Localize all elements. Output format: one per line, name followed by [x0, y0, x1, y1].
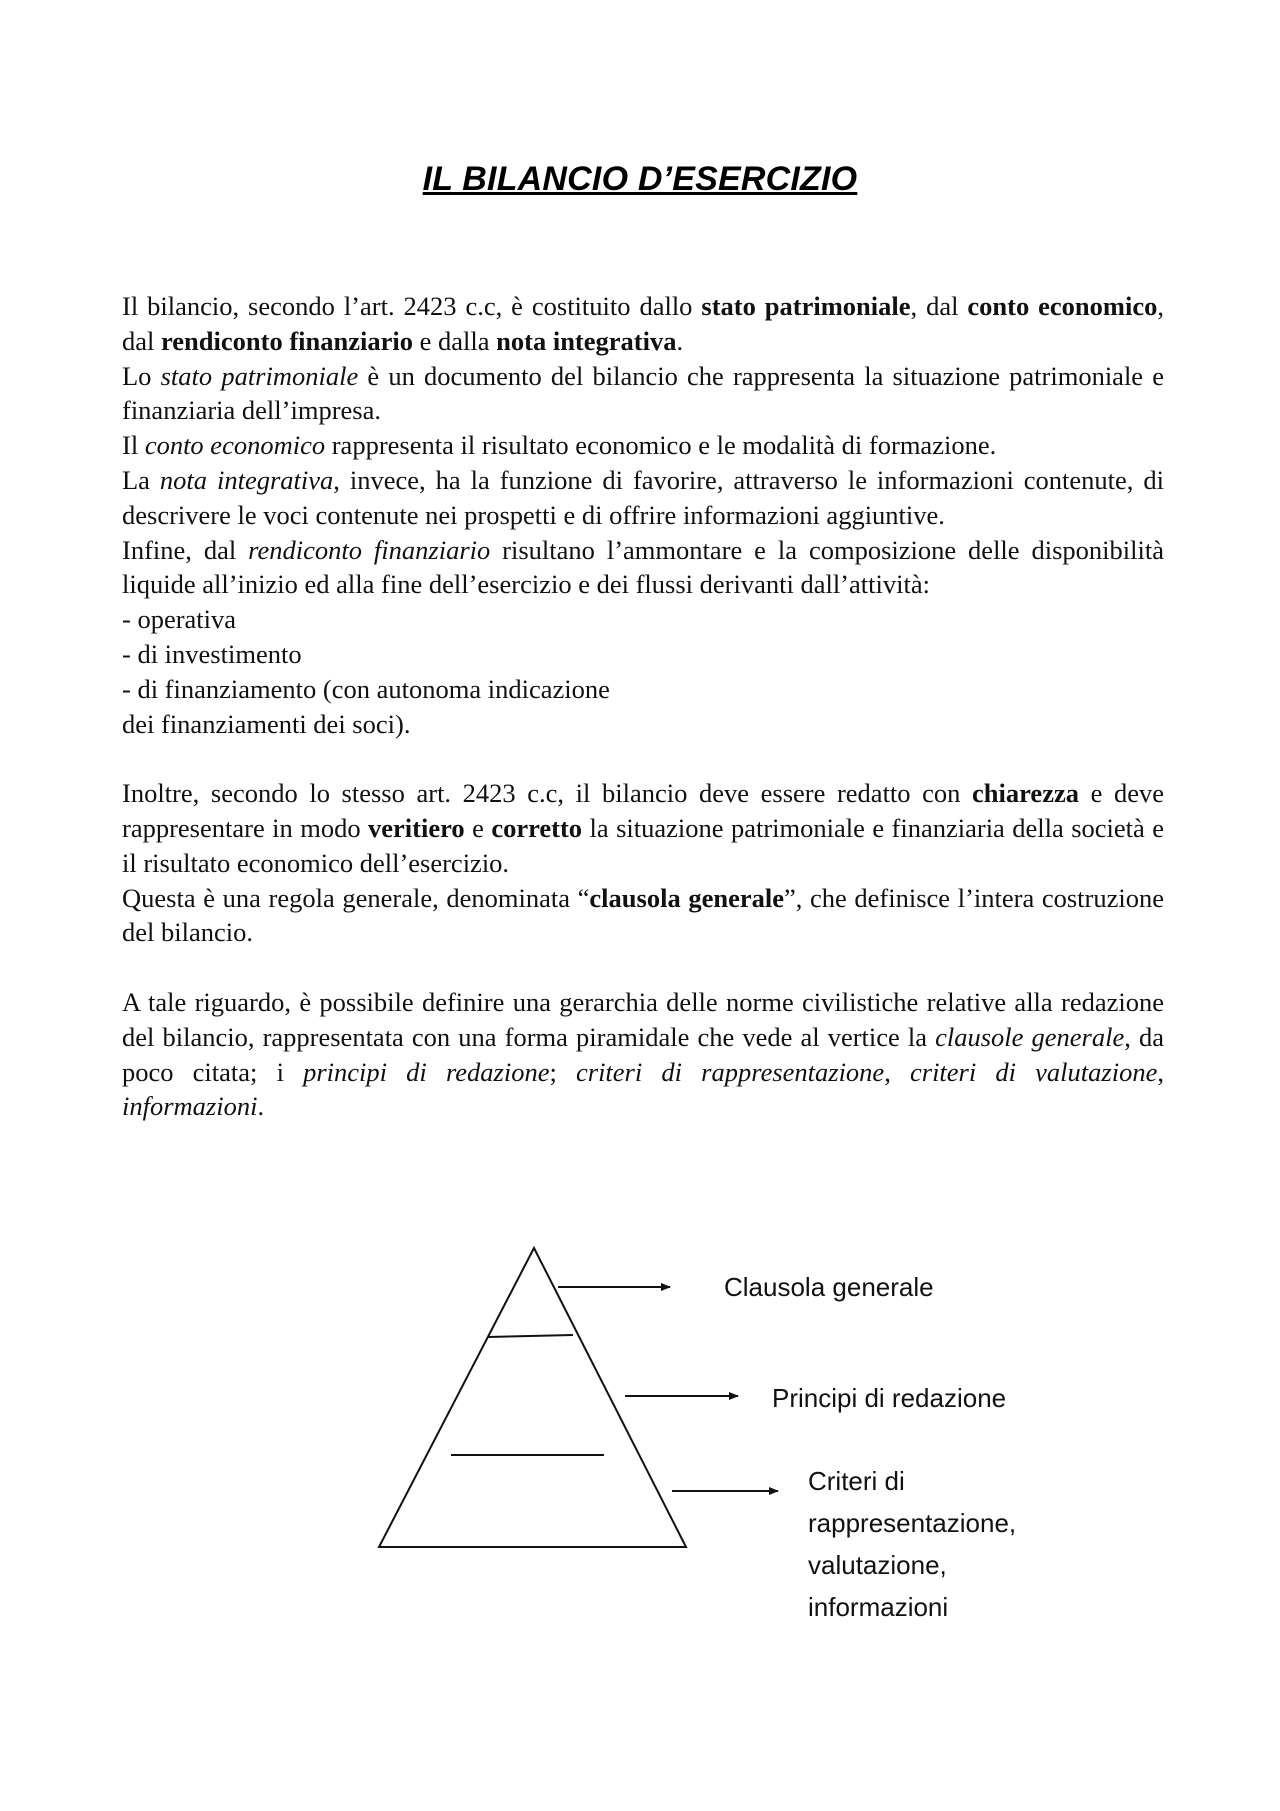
list-item: - di investimento [122, 638, 302, 669]
pyramid-label-clausola-generale: Clausola generale [724, 1272, 934, 1302]
term-stato-patrimoniale: stato patrimoniale [701, 291, 911, 321]
document-title: IL BILANCIO D’ESERCIZIO [422, 160, 858, 198]
term-conto-economico: conto economico [967, 291, 1158, 321]
list-item-continuation: dei finanziamenti dei soci). [122, 708, 411, 739]
paragraph-rendiconto-finanziario: Infine, dal rendiconto finanziario risultano l’ammontare e la composizione delle disponibilità liquide all’inizio ed alla fine dell’esercizio e dei flussi derivanti dall’attività: [122, 534, 1164, 600]
paragraph-stato-patrimoniale: Lo stato patrimoniale è un documento del bilancio che rappresenta la situazione patrimoniale e finanziaria dell’impresa. [122, 360, 1165, 426]
term-nota-integrativa: nota integrativa [496, 325, 677, 356]
pyramid-divider-top [488, 1335, 573, 1337]
paragraph-gerarchia: A tale riguardo, è possibile definire una gerarchia delle norme civilistiche relative alla redazione del bilancio, rappresentata con una forma piramidale che vede al vertice la clausole generale, da poco citata; i principi di redazione; criteri di rappresentazione, criteri di valutazione, informazioni. [122, 986, 1164, 1122]
paragraph-bilancio-composition: Il bilancio, secondo l’art. 2423 c.c, è costituito dallo stato patrimoniale, dal conto economico, dal rendiconto finanziario e dalla nota integrativa. [122, 291, 1164, 356]
pyramid-label-criteri: Criteri di rappresentazione, valutazione, informazioni [808, 1466, 1017, 1622]
term-rendiconto-finanziario: rendiconto finanziario [161, 325, 413, 356]
paragraph-chiarezza: Inoltre, secondo lo stesso art. 2423 c.c, il bilancio deve essere redatto con chiarezza e deve rappresentare in modo veritiero e corretto la situazione patrimoniale e finanziaria della società e il risultato economico dell’esercizio. [122, 778, 1164, 878]
paragraph-conto-economico: Il conto economico rappresenta il risultato economico e le modalità di formazione. [122, 430, 997, 461]
list-item: - operativa [122, 604, 237, 635]
list-item: - di finanziamento (con autonoma indicazione [122, 673, 610, 704]
paragraph-clausola-generale: Questa è una regola generale, denominata “clausola generale”, che definisce l’intera costruzione del bilancio. [122, 882, 1165, 948]
pyramid-triangle [379, 1248, 686, 1547]
pyramid-label-principi-di-redazione: Principi di redazione [772, 1383, 1007, 1413]
paragraph-nota-integrativa: La nota integrativa, invece, ha la funzione di favorire, attraverso le informazioni contenute, di descrivere le voci contenute nei prospetti e di offrire informazioni aggiuntive. [122, 464, 1164, 530]
